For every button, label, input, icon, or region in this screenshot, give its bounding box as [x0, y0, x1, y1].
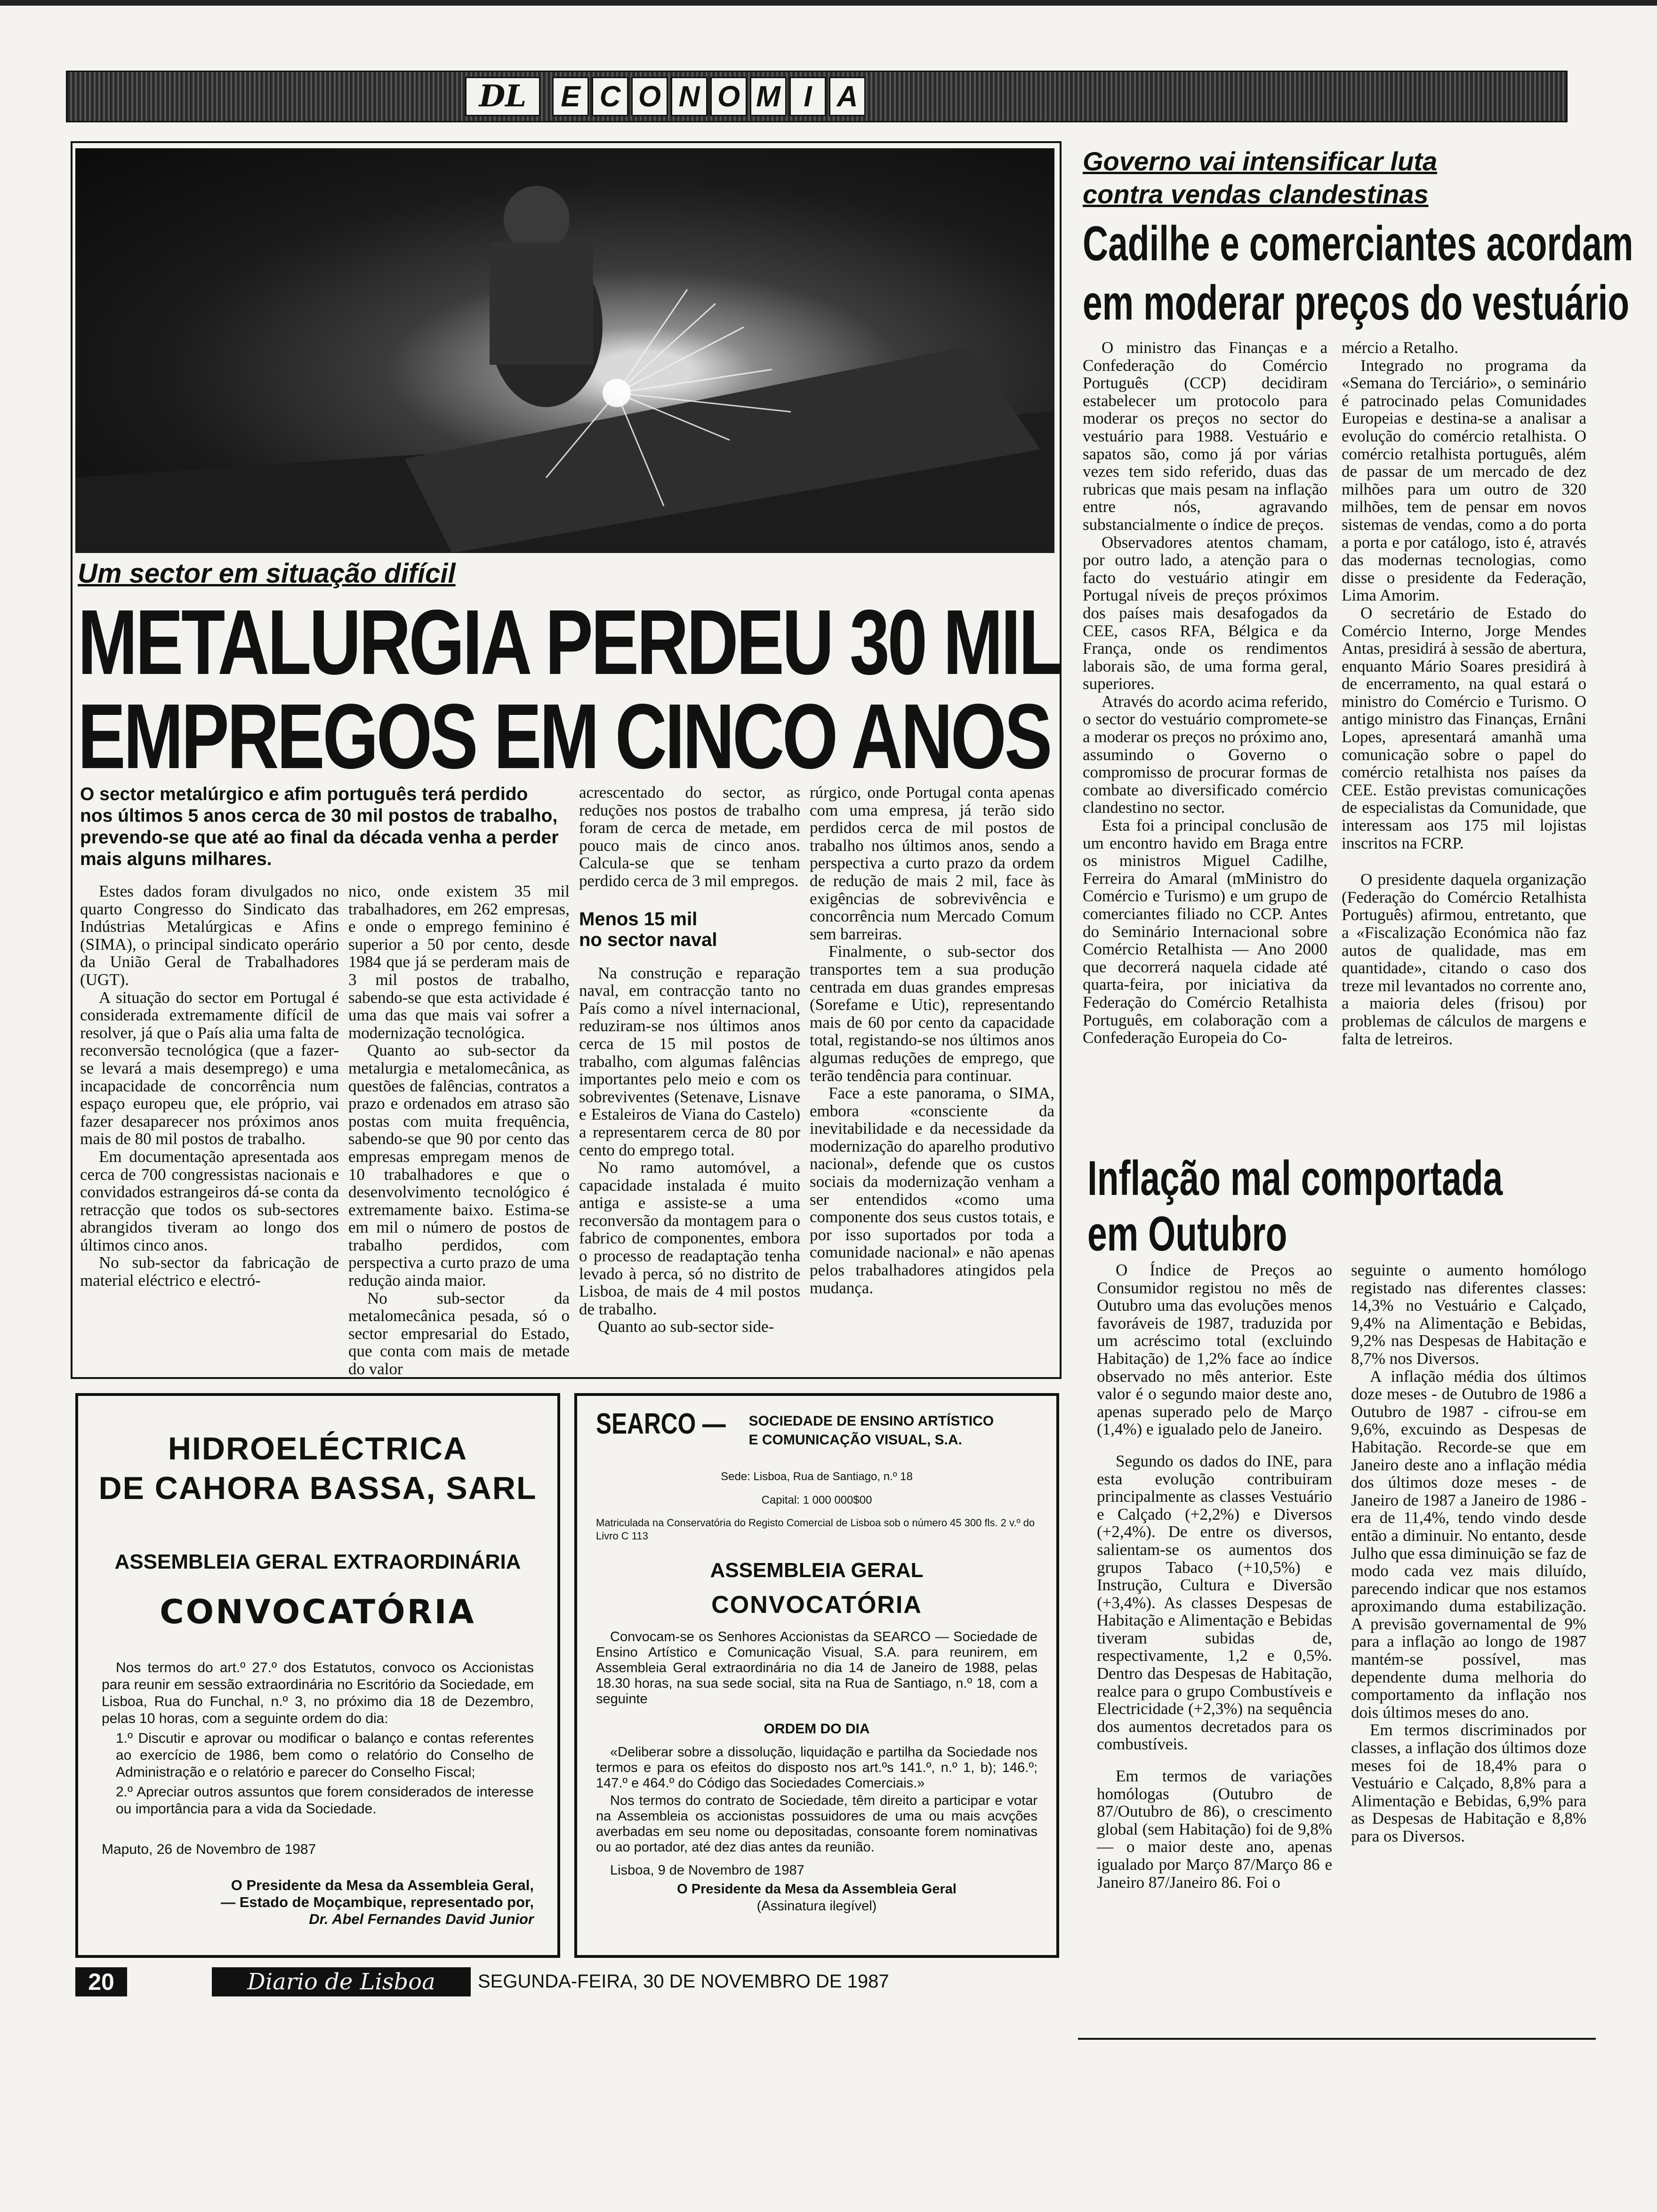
- paragraph: Quanto ao sub-sector da metalurgia e metalomecânica, as questões de falências, contratos a prazo e ordenados em atraso são postas com muita frequência, sabendo-se que 90 por cento das empresas empregam menos de 10 trabalhadores e que o desenvolvimento tecnológico é extremamente baixo. Estima-se em mil o número de postos de trabalho perdidos, com perspectiva a curto prazo de uma redução ainda maior.: [348, 1041, 570, 1290]
- footer-masthead: Diario de Lisboa: [212, 1967, 471, 1996]
- notice-item: 2.º Apreciar outros assuntos que forem considerados de interesse ou importância para a vida da Sociedade.: [116, 1784, 534, 1817]
- notice-place-date: Maputo, 26 de Novembro de 1987: [102, 1842, 316, 1857]
- section-letter: M: [750, 77, 787, 116]
- main-story-column-4: [810, 784, 1054, 1297]
- signature-line: Dr. Abel Fernandes David Junior: [309, 1911, 534, 1927]
- searco-sede: Sede: Lisboa, Rua de Santiago, n.º 18: [721, 1470, 913, 1483]
- welder-photo-illustration: [75, 148, 1054, 553]
- bottom-rule: [1078, 2038, 1596, 2040]
- section-letter: N: [671, 77, 708, 116]
- section-banner: [66, 71, 1568, 122]
- searco-ordem-text: «Deliberar sobre a dissolução, liquidação e partilha da Sociedade nos termos e para os efeitos do disposto nos art.ºs 141.º, n.º 1, b); 146.º; 147.º e 464.º do Código das Sociedades Comerciais.»: [596, 1745, 1038, 1791]
- signature-line: — Estado de Moçambique, representado por,: [221, 1894, 534, 1910]
- story2-kicker: contra vendas clandestinas: [1083, 179, 1429, 209]
- brand-desc-line: E COMUNICAÇÃO VISUAL, S.A.: [748, 1432, 962, 1448]
- main-headline-line: METALURGIA PERDEU 30 MIL: [78, 591, 1061, 694]
- paragraph: Finalmente, o sub-sector dos transportes tem a sua produção centrada em duas grandes empresas (Sorefame e Utic), representando mais de 60 por cento da capacidade total, registando-se nos últimos anos algumas reduções de emprego, que terão tendência para continuar.: [810, 942, 1054, 1085]
- paragraph: A situação do sector em Portugal é considerada extremamente difícil de resolver, já que o País alia uma falta de reconversão tecnológica (que a fazer-se levará a mais desemprego) e uma incapacidade de concorrência num espaço europeu que, ele próprio, vai fazer desaparecer nos próximos anos mais de 80 mil postos de trabalho.: [80, 988, 339, 1148]
- welder-photo: [75, 148, 1054, 553]
- story3-column-2: [1351, 1261, 1586, 1845]
- newspaper-logo: DL: [465, 77, 540, 116]
- story2-column-1: [1083, 339, 1327, 1047]
- paragraph: Em termos discriminados por classes, a inflação dos últimos doze meses foi de 18,4% para o Vestuário e Calçado, 8,8% para a Alimentação e Bebidas, 6,9% para as Despesas de Habitação e 8,8% para os Diversos.: [1351, 1721, 1586, 1845]
- paragraph: Estes dados foram divulgados no quarto Congresso do Sindicato das Indústrias Metalúrgicas e Afins (SIMA), o principal sindicato operário da União Geral de Trabalhadores (UGT).: [80, 882, 339, 989]
- paragraph: O secretário de Estado do Comércio Interno, Jorge Mendes Antas, presidirá à sessão de abertura, enquanto Mário Soares presidirá à de encerramento, na qual estará o ministro do Comércio e Turismo. O antigo ministro das Finanças, Ernâni Lopes, apresentará amanhã uma comunicação sobre o papel do comércio retalhista nos países da CEE. Estão previstas comunicações de especialistas da Comunidade, que interessam aos 175 mil lojistas inscritos na FCRP.: [1342, 603, 1586, 852]
- main-story-lead: O sector metalúrgico e afim português terá perdido nos últimos 5 anos cerca de 30 mil postos de trabalho, prevendo-se que até ao final da década venha a perder mais alguns milhares.: [80, 784, 559, 869]
- story3-headline: [1087, 1151, 1503, 1262]
- footer-date: SEGUNDA-FEIRA, 30 DE NOVEMBRO DE 1987: [478, 1971, 889, 1992]
- notice-signature: [102, 1877, 534, 1928]
- page-number: 20: [75, 1967, 127, 1996]
- paragraph: Quanto ao sub-sector side-: [598, 1317, 774, 1336]
- notice-subtitle: ASSEMBLEIA GERAL EXTRAORDINÁRIA: [114, 1550, 521, 1573]
- paragraph: Em termos de variações homólogas (Outubro de 87/Outubro de 86), o crescimento global (sem Habitação) foi de 9,8% — o maior deste ano, apenas igualado por Março 87/Março 86 e Janeiro 87/Janeiro 86. Foi o: [1097, 1767, 1332, 1891]
- paragraph: Observadores atentos chamam, por outro lado, a atenção para o facto do vestuário atingir em Portugal níveis de preços próximos dos países mais desafogados da CEE, casos RFA, Bélgica e da França, onde os rendimentos laborais são, de uma forma geral, superiores.: [1083, 533, 1327, 693]
- searco-registo: Matriculada na Conservatória do Registo Comercial de Lisboa sob o número 45 300 fls. 2 v.º do Livro C 113: [596, 1517, 1035, 1542]
- page-footer: [75, 1967, 1064, 2000]
- main-story-kicker: Um sector em situação difícil: [78, 558, 456, 589]
- searco-signature: [596, 1881, 1038, 1915]
- paragraph: No sub-sector da fabricação de material eléctrico e electró-: [80, 1253, 339, 1290]
- subheading: [579, 909, 800, 950]
- paragraph: O Índice de Preços ao Consumidor registou no mês de Outubro uma das evoluções menos favoráveis de 1987, traduzida por um acréscimo total (excluindo Habitação) de 1,2% face ao índice observado no mês anterior. Este valor é o segundo maior deste ano, apenas superado pelo de Março (1,4%) e igualado pelo de Janeiro.: [1097, 1261, 1332, 1439]
- paragraph: O ministro das Finanças e a Confederação do Comércio Português (CCP) decidiram estabelecer um protocolo para moderar os preços no sector do vestuário para 1988. Vestuário e sapatos são, como já por várias vezes tem sido referido, duas das rubricas que mais pesam na inflação entre nós, agravando substancialmente o índice de preços.: [1083, 338, 1327, 534]
- paragraph: Em documentação apresentada aos cerca de 700 congressistas nacionais e convidados estrangeiros dá-se conta da retracção que todos os sub-sectores abrangidos tiveram ao longo dos últimos cinco anos.: [80, 1147, 339, 1254]
- section-letter: I: [789, 77, 826, 116]
- cahora-bassa-notice: [75, 1393, 560, 1958]
- story3-headline-line: em Outubro: [1087, 1207, 1287, 1261]
- searco-body: Convocam-se os Senhores Accionistas da SEARCO — Sociedade de Ensino Artístico e Comunicação Visual, S.A. para reunirem, em Assembleia Geral extraordinária no dia 14 de Janeiro de 1988, pelas 18.30 horas, na sua sede social, sita na Rua de Santiago, n.º 18, com a seguinte: [596, 1629, 1038, 1707]
- notice-title: [78, 1429, 557, 1508]
- searco-brand: [596, 1407, 1056, 1450]
- main-headline-line: EMPREGOS EM CINCO ANOS: [78, 685, 1050, 788]
- main-story-column-3: [579, 784, 800, 1336]
- notice-item: 1.º Discutir e aprovar ou modificar o balanço e contas referentes ao exercício de 1986, bem como o relatório do Conselho de Administração e o relatório e parecer do Conselho Fiscal;: [116, 1731, 534, 1780]
- searco-notice: [574, 1393, 1059, 1958]
- section-letter: O: [710, 77, 747, 116]
- story2-headline-line: em moderar preços do vestuário: [1083, 276, 1630, 330]
- paragraph: mércio a Retalho.: [1342, 338, 1458, 357]
- searco-brand-desc: [748, 1412, 994, 1450]
- paragraph: O presidente daquela organização (Federação do Comércio Retalhista Português) afirmou, entretanto, que a «Fiscalização Económica não faz autos de qualidade, mas em quantidade», citando o caso dos treze mil levantados no corrente ano, a maioria deles (frisou) por problemas de cálculos de margens e falta de letreiros.: [1342, 870, 1586, 1048]
- searco-subtitle: ASSEMBLEIA GERAL: [710, 1559, 924, 1582]
- searco-place-date: Lisboa, 9 de Novembro de 1987: [610, 1863, 804, 1878]
- story2-headline-line: Cadilhe e comerciantes acordam: [1083, 216, 1633, 271]
- searco-capital: Capital: 1 000 000$00: [761, 1494, 872, 1507]
- paragraph: Face a este panorama, o SIMA, embora «consciente da inevitabilidade e da necessidade da modernização do aparelho produtivo nacional», defende que os custos sociais da modernização venham a ser entendidos «como uma componente dos seus custos totais, e por isso suportados por toda a comunidade nacional» e não apenas pelos trabalhadores atingidos pela mudança.: [810, 1084, 1054, 1297]
- signature-line: O Presidente da Mesa da Assembleia Geral: [677, 1882, 957, 1897]
- searco-brand-name: SEARCO —: [596, 1408, 726, 1440]
- paragraph: No sub-sector da metalomecânica pesada, só o sector empresarial do Estado, que conta com mais de metade do valor: [348, 1289, 570, 1378]
- section-title: [552, 77, 869, 116]
- paragraph: No ramo automóvel, a capacidade instalada é muito antiga e assiste-se a uma reconversão da montagem para o fabrico de componentes, embora o processo de readaptação tenha levado à perca, só no distrito de Lisboa, de mais de 4 mil postos de trabalho.: [579, 1158, 800, 1318]
- signature-line: O Presidente da Mesa da Assembleia Geral,: [231, 1877, 534, 1893]
- subheading-line: Menos 15 mil: [579, 908, 698, 930]
- story3-column-1: [1097, 1261, 1332, 1891]
- paragraph: Esta foi a principal conclusão de um encontro havido em Braga entre os ministros Miguel Cadilhe, Ferreira do Amaral (mMinistro do Comércio e Turismo) e um grupo de comerciantes filiado no CCP. Antes do Seminário Internacional sobre Comércio Retalhista — Ano 2000 que decorrerá naquela cidade até quarta-feira, por iniciativa da Federação do Comércio Retalhista Português, em colaboração com a Confederação Europeia do Co-: [1083, 816, 1327, 1047]
- main-story-column-1: [80, 882, 339, 1290]
- paragraph: Através do acordo acima referido, o sector do vestuário compromete-se a moderar os preços no próximo ano, assumindo o Governo o compromisso de procurar formas de combate ao diversificado comércio clandestino no sector.: [1083, 692, 1327, 817]
- signature-line: (Assinatura ilegível): [756, 1899, 877, 1914]
- top-rule: [0, 0, 1657, 6]
- paragraph: nico, onde existem 35 mil trabalhadores, em 262 empresas, e onde o emprego feminino é superior a 50 por cento, desde 1984 que já se perderam mais de 3 mil postos de trabalho, sabendo-se que esta actividade é uma das que mais vai sofrer a modernização tecnológica.: [348, 882, 570, 1042]
- notice-title-line: DE CAHORA BASSA, SARL: [98, 1470, 537, 1506]
- section-letter: C: [592, 77, 628, 116]
- paragraph: Integrado no programa da «Semana do Terciário», o seminário é patrocinado pelas Comunidades Europeias e destina-se a analisar a evolução do comércio retalhista. O comércio retalhista português, além de passar de um mercado de dez milhões para um outro de 320 milhões, tem de pensar em novos sistemas de vendas, como a do porta a porta e por catálogo, isto é, através das modernas tecnologias, como disse o presidente da Federação, Lima Amorim.: [1342, 356, 1586, 605]
- paragraph: rúrgico, onde Portugal conta apenas com uma empresa, já terão sido perdidos cerca de mil postos de trabalho nos últimos anos, sendo a perspectiva a curto prazo da ordem de redução de mais 2 mil, face às exigências de sobrevivência e concorrência num Mercado Comum sem barreiras.: [810, 783, 1054, 943]
- main-story-column-2: [348, 882, 570, 1378]
- section-letter: A: [829, 77, 866, 116]
- story2-kicker: Governo vai intensificar luta: [1083, 146, 1438, 176]
- brand-desc-line: SOCIEDADE DE ENSINO ARTÍSTICO: [748, 1413, 994, 1429]
- main-headline: [78, 591, 1061, 788]
- story2-column-2: [1342, 339, 1586, 1048]
- paragraph: seguinte o aumento homólogo registado nas diferentes classes: 14,3% no Vestuário e Calçado, 9,4% na Alimentação e Bebidas, 9,2% nas Despesas de Habitação e 8,7% nos Diversos.: [1351, 1261, 1586, 1368]
- notice-convocatoria: CONVOCATÓRIA: [160, 1593, 476, 1631]
- searco-ordem-heading: ORDEM DO DIA: [764, 1721, 870, 1737]
- subheading-line: no sector naval: [579, 929, 717, 950]
- section-letter: O: [631, 77, 668, 116]
- notice-title-line: HIDROELÉCTRICA: [168, 1431, 468, 1467]
- story3-headline-line: Inflação mal comportada: [1087, 1151, 1503, 1206]
- searco-body-2: Nos termos do contrato de Sociedade, têm direito a participar e votar na Assembleia os accionistas possuidores de uma ou mais acvções averbadas em seu nome ou depositadas, consoante forem nominativas ou ao portador, até dez dias antes da reunião.: [596, 1793, 1038, 1855]
- notice-body: Nos termos do art.º 27.º dos Estatutos, convoco os Accionistas para reunir em sessão extraordinária no Escritório da Sociedade, em Lisboa, Rua do Funchal, n.º 3, no próximo dia 18 de Dezembro, pelas 10 horas, com a seguinte ordem do dia:: [102, 1660, 534, 1726]
- paragraph: Segundo os dados do INE, para esta evolução contribuiram principalmente as classes Vestuário e Calçado (+2,2%) e Diversos (+2,4%). De entre os diversos, salientam-se os aumentos dos grupos Tabaco (+10,5%) e Instrução, Cultura e Diversão (+3,4%). As classes Despesas de Habitação e Alimentação e Bebidas tiveram subidas de, respectivamente, 1,2 e 0,5%. Dentro das Despesas de Habitação, realce para o grupo Combustíveis e Electricidade (+2,3%) na sequência dos aumentos decretados para os combustíveis.: [1097, 1451, 1332, 1754]
- paragraph: A inflação média dos últimos doze meses - de Outubro de 1986 a Outubro de 1987 - cifrou-se em 9,6%, excuindo as Despesas de Habitação. Recorde-se que em Janeiro deste ano a inflação média dos últimos doze meses - de Janeiro de 1987 a Janeiro de 1986 - era de 11,4%, tendo vindo desde então a diminuir. No entanto, desde Julho que essa diminuição se faz de modo cada vez mais diluído, parecendo indicar que nos estamos aproximando duma estabilização. A previsão governamental de 9% para a inflação ao longo de 1987 mantém-se possível, mas dependente duma melhoria do comportamento da inflação nos dois últimos meses do ano.: [1351, 1367, 1586, 1722]
- paragraph: Na construção e reparação naval, em contracção tanto no País como a nível internacional, reduziram-se nos últimos anos cerca de 15 mil postos de trabalho, com algumas falências importantes pelo meio e com os sobreviventes (Setenave, Lisnave e Estaleiros de Viana do Castelo) a representarem cerca de 80 por cento do emprego total.: [579, 963, 800, 1159]
- paragraph: acrescentado do sector, as reduções nos postos de trabalho foram de cerca de metade, em pouco mais de cinco anos. Calcula-se que se tenham perdido cerca de 3 mil empregos.: [579, 783, 800, 890]
- section-letter: E: [552, 77, 589, 116]
- searco-convocatoria: CONVOCATÓRIA: [711, 1591, 922, 1619]
- story2-headline: [1083, 214, 1633, 333]
